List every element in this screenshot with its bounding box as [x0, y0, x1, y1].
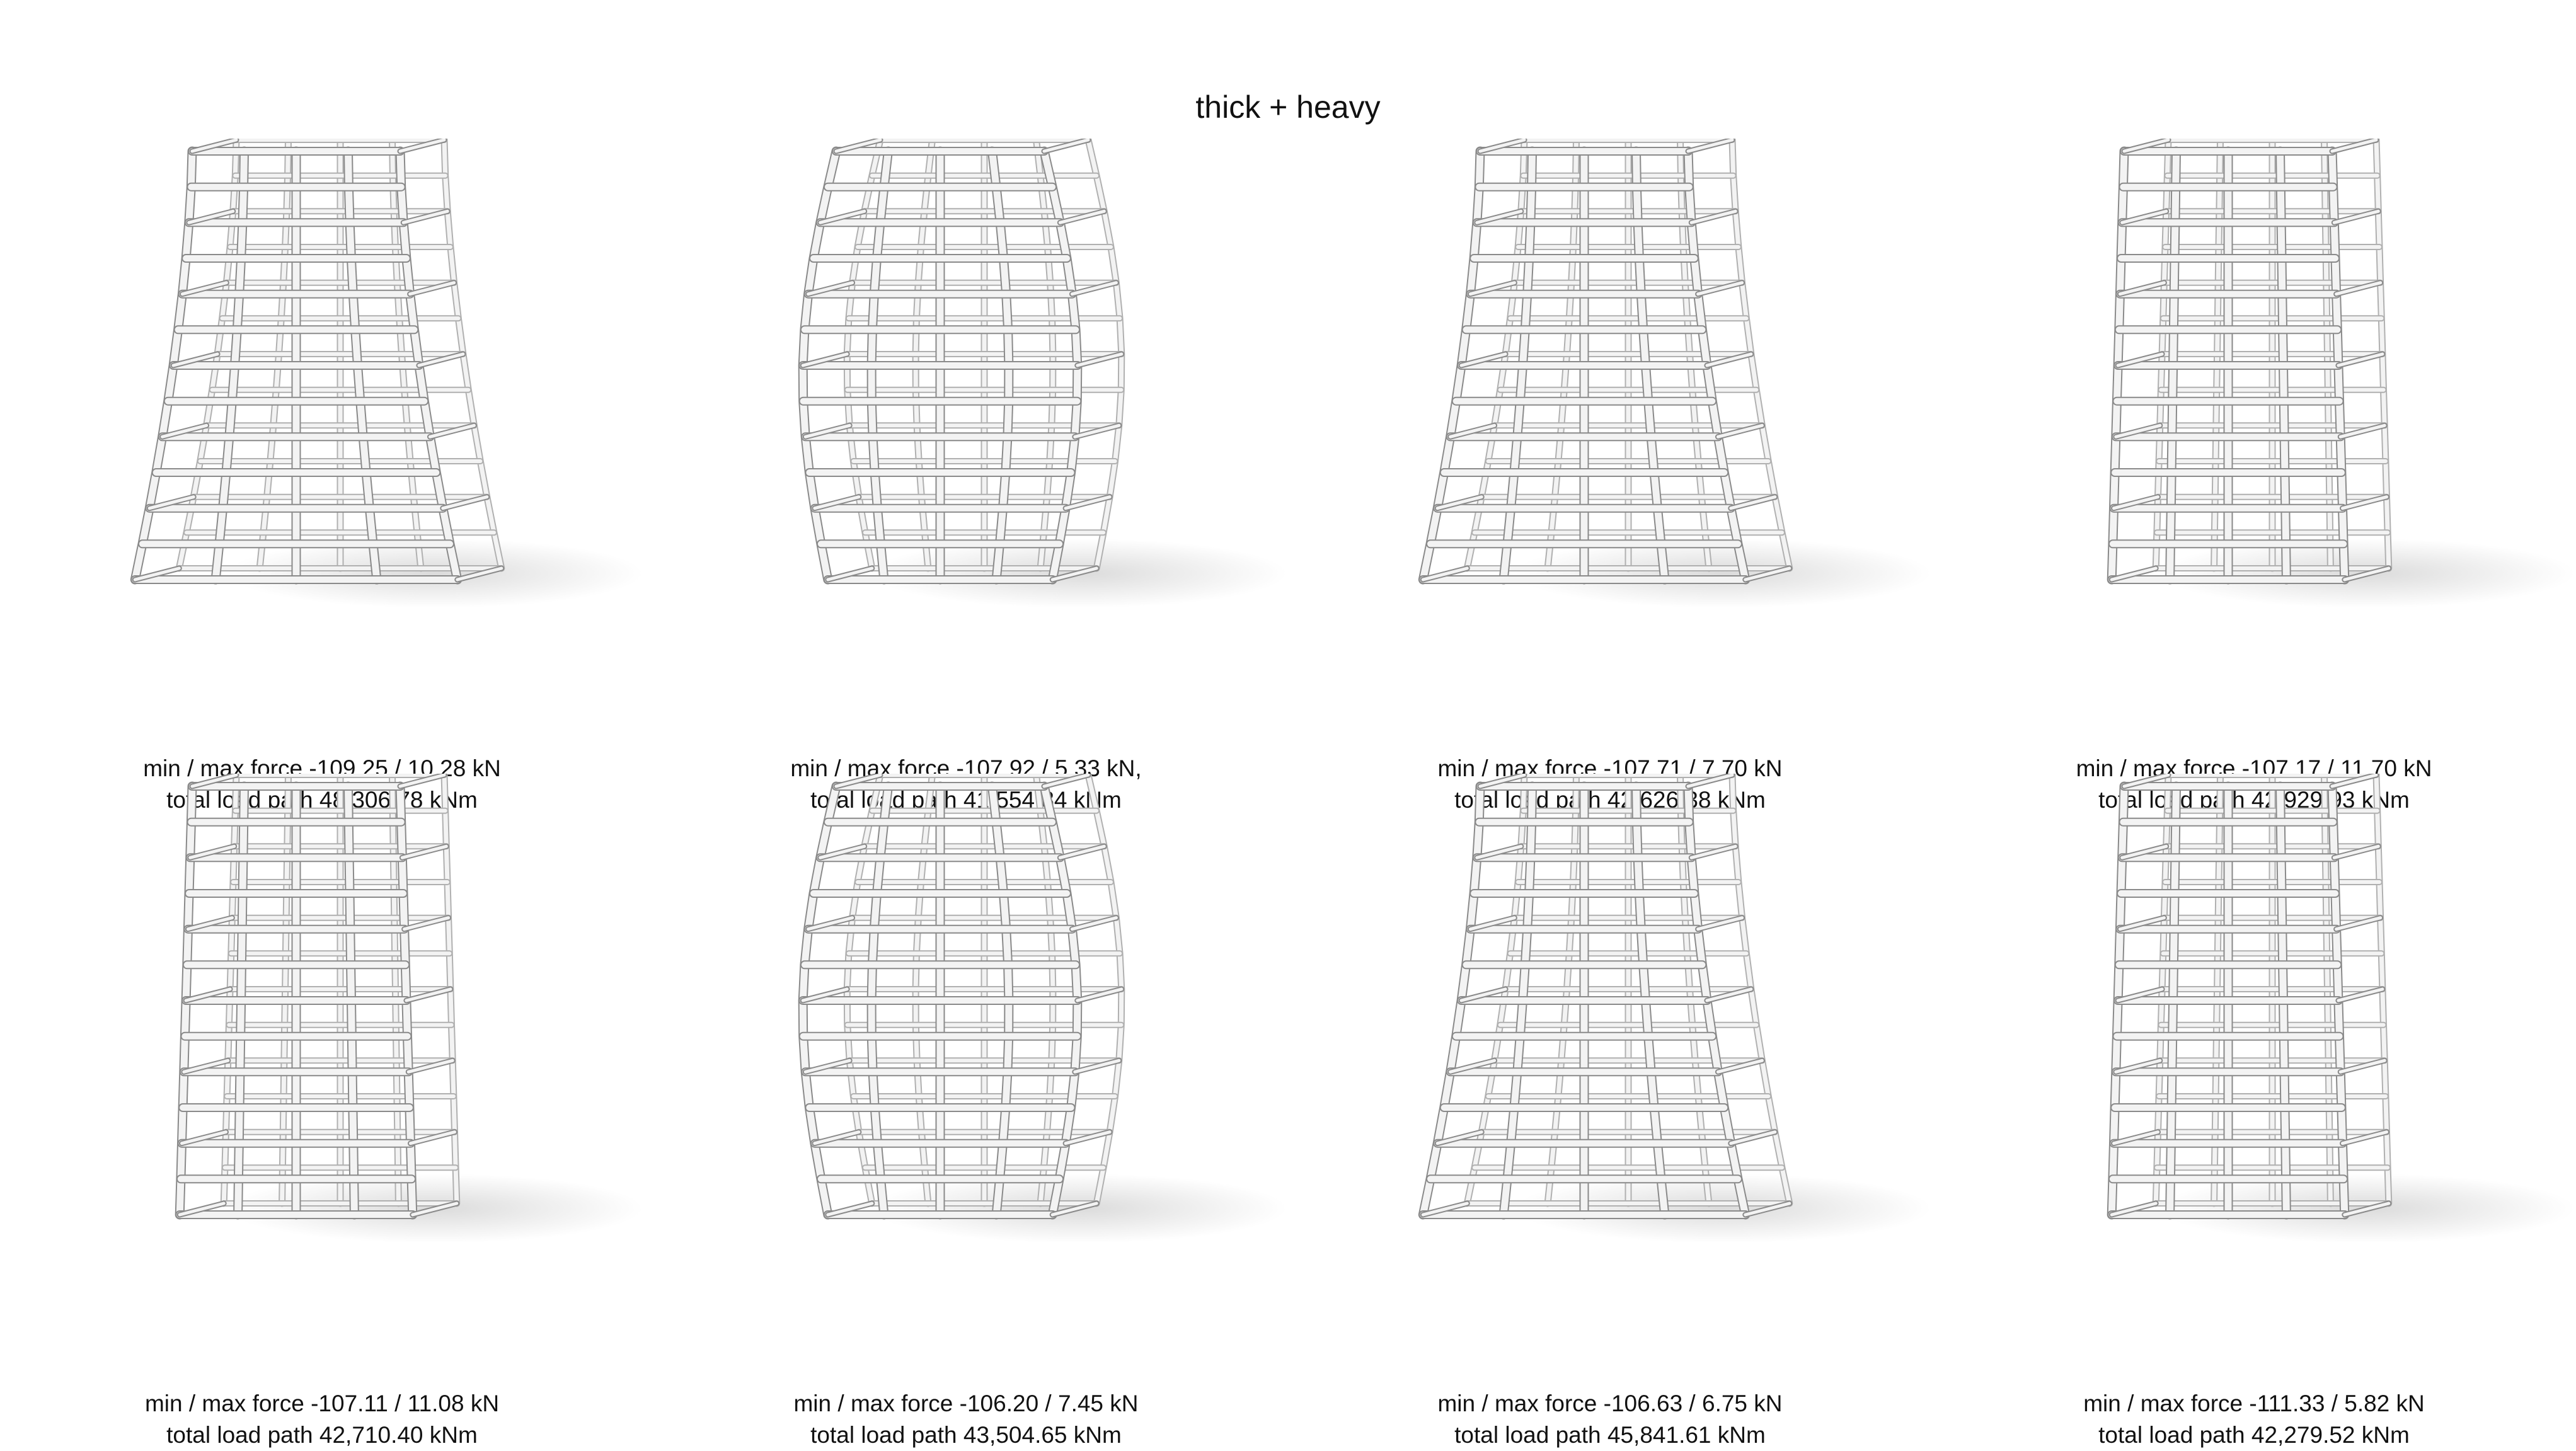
tower-illustration [0, 774, 644, 1341]
structure-panel [644, 774, 1288, 1448]
structure-panel [0, 774, 644, 1448]
tower-illustration [0, 139, 644, 706]
tower-illustration [1932, 774, 2576, 1341]
force-caption: min / max force -109.25 / 10.28 kN [143, 755, 501, 781]
tower-render [0, 139, 644, 706]
tower-illustration [644, 774, 1288, 1341]
force-caption: min / max force -107.92 / 5.33 kN, [790, 755, 1142, 781]
load-path-caption: total load path 42,626.38 kNm [1454, 787, 1766, 813]
tower-illustration [1932, 139, 2576, 706]
force-caption: min / max force -107.17 / 11.70 kN [2076, 755, 2432, 781]
structure-panel [0, 139, 644, 813]
tower-render [1932, 774, 2576, 1341]
load-path-caption: total load path 41,554.84 kNm [810, 787, 1122, 813]
load-path-caption: total load path 43,504.65 kNm [810, 1422, 1122, 1448]
force-caption: min / max force -106.20 / 7.45 kN [793, 1391, 1139, 1416]
tower-illustration [1288, 774, 1932, 1341]
load-path-caption: total load path 45,841.61 kNm [1454, 1422, 1766, 1448]
force-caption: min / max force -106.63 / 6.75 kN [1437, 1391, 1783, 1416]
load-path-caption: total load path 42,279.52 kNm [2098, 1422, 2410, 1448]
load-path-caption: total load path 48,306.78 kNm [166, 787, 478, 813]
tower-render [644, 774, 1288, 1341]
tower-render [1932, 139, 2576, 706]
load-path-caption: total load path 42,929.93 kNm [2098, 787, 2410, 813]
page-title: thick + heavy [1195, 89, 1381, 125]
force-caption: min / max force -111.33 / 5.82 kN [2083, 1391, 2425, 1416]
load-path-caption: total load path 42,710.40 kNm [166, 1422, 478, 1448]
structure-panel [1288, 774, 1932, 1448]
tower-render [644, 139, 1288, 706]
structure-panel [1932, 139, 2576, 813]
structure-panel [1288, 139, 1932, 813]
force-caption: min / max force -107.71 / 7.70 kN [1437, 755, 1783, 781]
tower-render [1288, 774, 1932, 1341]
tower-illustration [644, 139, 1288, 706]
tower-render [1288, 139, 1932, 706]
structure-panel [644, 139, 1288, 813]
structure-panel [1932, 774, 2576, 1448]
tower-render [0, 774, 644, 1341]
force-caption: min / max force -107.11 / 11.08 kN [144, 1391, 500, 1416]
tower-illustration [1288, 139, 1932, 706]
